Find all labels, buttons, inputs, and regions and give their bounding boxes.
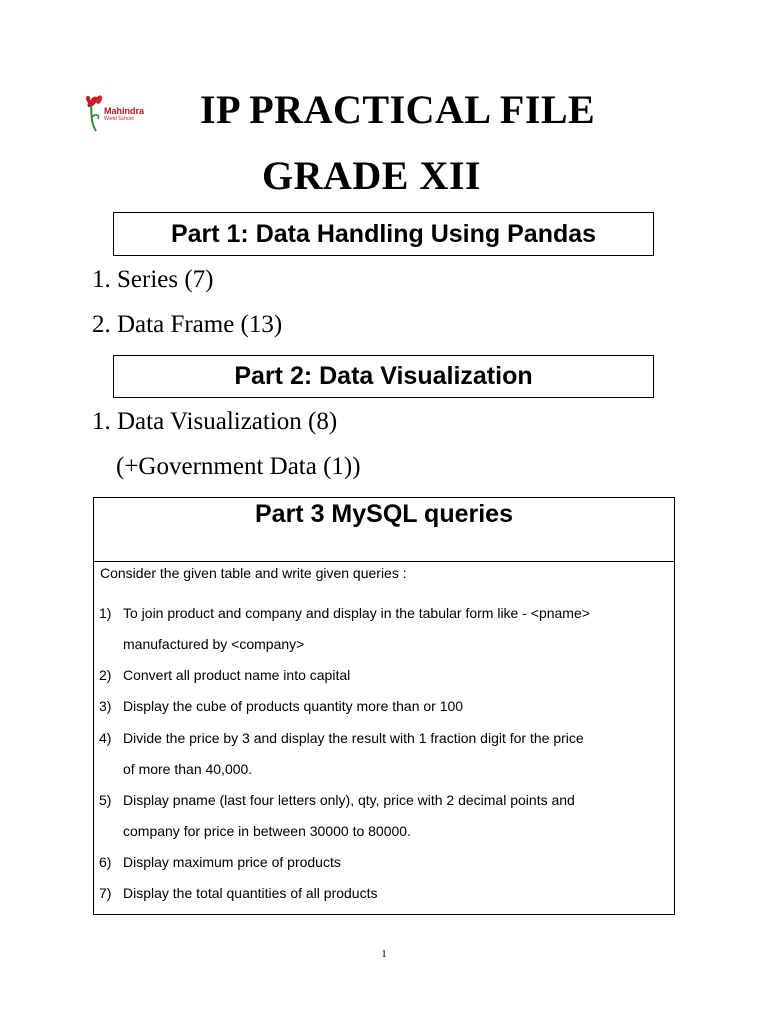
query-item: 4) Divide the price by 3 and display the result with 1 fraction digit for the price — [99, 730, 584, 746]
part1-heading: Part 1: Data Handling Using Pandas — [113, 212, 654, 256]
part2-item-visualization: 1. Data Visualization (8) — [92, 408, 338, 435]
part3-intro: Consider the given table and write given queries : — [100, 565, 407, 581]
part3-heading: Part 3 MySQL queries — [94, 498, 674, 562]
query-item-continued: manufactured by <company> — [123, 636, 305, 652]
query-item: 5) Display pname (last four letters only), qty, price with 2 decimal points and — [99, 792, 575, 808]
flower-logo-icon — [82, 91, 106, 135]
query-item: 6) Display maximum price of products — [99, 854, 341, 870]
school-logo — [82, 91, 162, 137]
query-item: 3) Display the cube of products quantity more than or 100 — [99, 698, 464, 714]
part2-heading: Part 2: Data Visualization — [113, 355, 654, 398]
page-subtitle: GRADE XII — [262, 153, 481, 198]
part1-item-dataframe: 2. Data Frame (13) — [92, 311, 283, 338]
page-number: 1 — [381, 948, 387, 960]
query-item-continued: company for price in between 30000 to 80000. — [123, 823, 411, 839]
page-title: IP PRACTICAL FILE — [200, 87, 596, 132]
query-item-continued: of more than 40,000. — [123, 761, 253, 777]
query-item: 1) To join product and company and display in the tabular form like - <pname> — [99, 605, 590, 621]
part1-item-series: 1. Series (7) — [92, 266, 214, 293]
part2-item-government-data: (+Government Data (1)) — [116, 453, 361, 480]
query-item: 7) Display the total quantities of all products — [99, 885, 378, 901]
query-item: 2) Convert all product name into capital — [99, 667, 351, 683]
logo-subtitle: World School — [104, 116, 134, 122]
part3-box — [93, 497, 675, 915]
logo-name: Mahindra — [104, 106, 145, 116]
